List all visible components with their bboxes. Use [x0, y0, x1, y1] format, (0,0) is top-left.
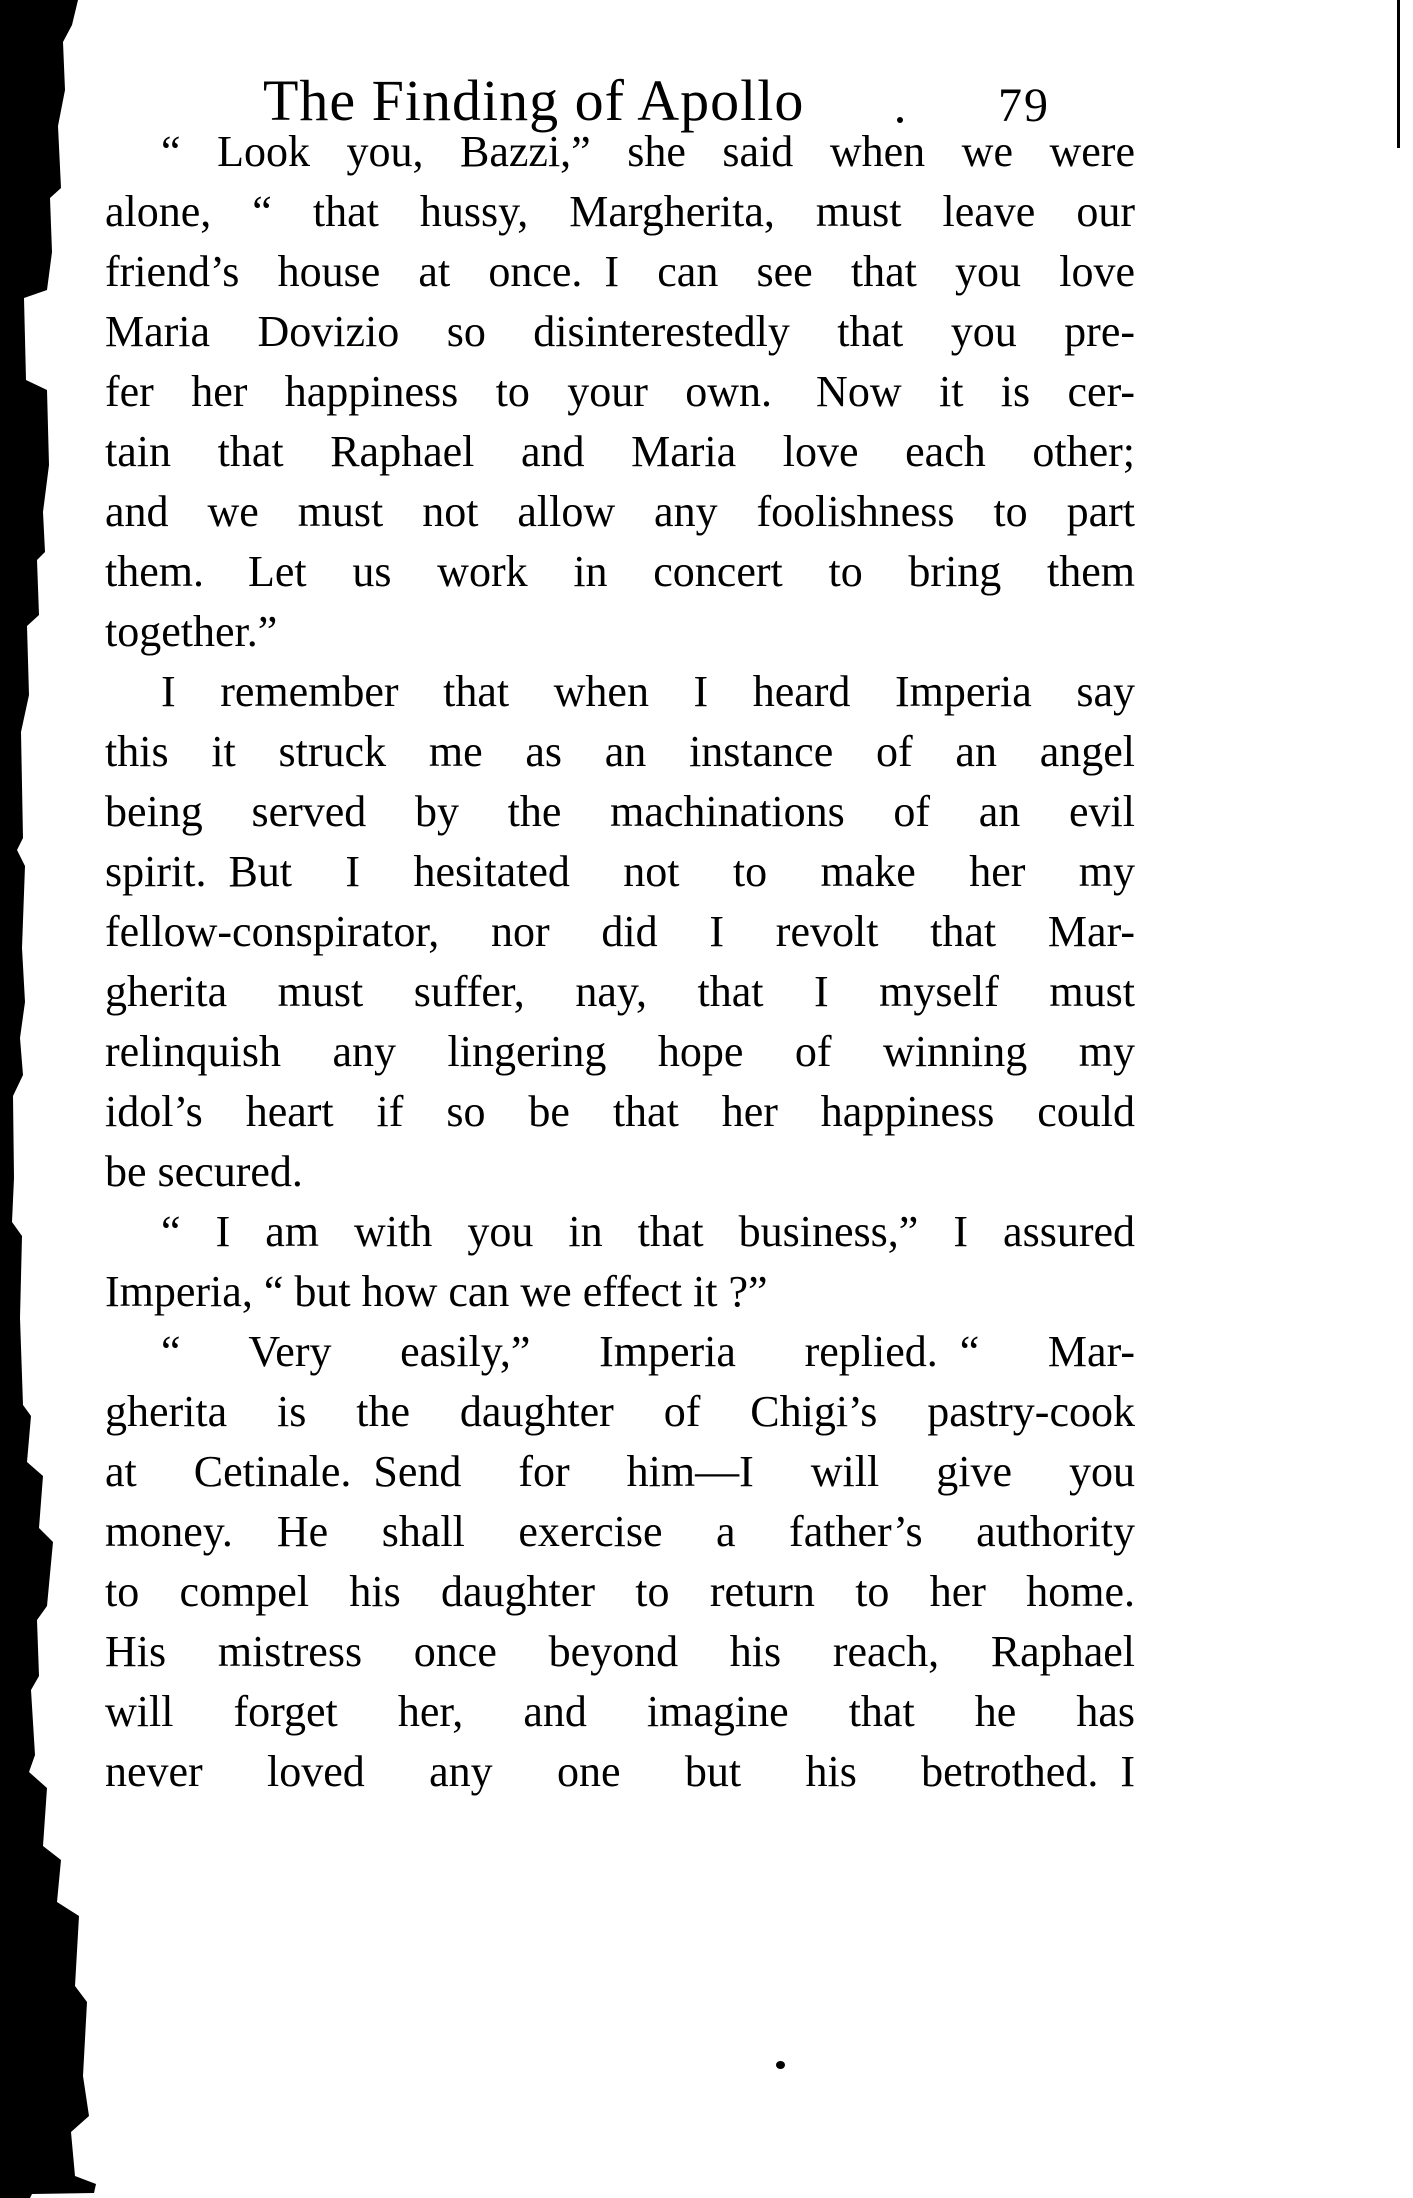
- text-line: fer her happiness to your own. Now it is cer-: [105, 367, 1135, 416]
- text-line: fellow-conspirator, nor did I revolt that Mar-: [105, 907, 1135, 956]
- body-text: [105, 122, 1135, 1802]
- text-line: friend’s house at once. I can see that you love: [105, 247, 1135, 296]
- text-line: to compel his daughter to return to her home.: [105, 1567, 1135, 1616]
- ink-speck: [776, 2061, 785, 2069]
- text-line: will forget her, and imagine that he has: [105, 1687, 1135, 1736]
- text-line: never loved any one but his betrothed. I: [105, 1747, 1135, 1796]
- text-line: this it struck me as an instance of an angel: [105, 727, 1135, 776]
- text-line: alone, “ that hussy, Margherita, must leave our: [105, 187, 1135, 236]
- text-line: Maria Dovizio so disinterestedly that you pre-: [105, 307, 1135, 356]
- text-line: relinquish any lingering hope of winning my: [105, 1027, 1135, 1076]
- text-line: I remember that when I heard Imperia say: [161, 667, 1135, 716]
- text-line: His mistress once beyond his reach, Raphael: [105, 1627, 1135, 1676]
- text-line: being served by the machinations of an evil: [105, 787, 1135, 836]
- text-line: idol’s heart if so be that her happiness could: [105, 1087, 1135, 1136]
- text-line: together.”: [105, 607, 278, 656]
- text-line: “ Very easily,” Imperia replied. “ Mar-: [161, 1327, 1135, 1376]
- text-line: money. He shall exercise a father’s authority: [105, 1507, 1135, 1556]
- running-header-title: The Finding of Apollo: [263, 68, 805, 133]
- text-line: “ I am with you in that business,” I assured: [161, 1207, 1135, 1256]
- page-edge-line: [1397, 0, 1400, 148]
- text-line: tain that Raphael and Maria love each other;: [105, 427, 1135, 476]
- text-line: gherita must suffer, nay, that I myself must: [105, 967, 1135, 1016]
- text-line: “ Look you, Bazzi,” she said when we were: [161, 127, 1135, 176]
- page-number: 79: [998, 79, 1050, 132]
- text-line: spirit. But I hesitated not to make her my: [105, 847, 1135, 896]
- text-line: gherita is the daughter of Chigi’s pastry-cook: [105, 1387, 1135, 1436]
- text-line: Imperia, “ but how can we effect it ?”: [105, 1267, 768, 1316]
- text-line: and we must not allow any foolishness to part: [105, 487, 1135, 536]
- scan-binding-artifact: [0, 0, 100, 2198]
- text-line: be secured.: [105, 1147, 303, 1196]
- text-line: them. Let us work in concert to bring them: [105, 547, 1135, 596]
- text-line: at Cetinale. Send for him—I will give you: [105, 1447, 1135, 1496]
